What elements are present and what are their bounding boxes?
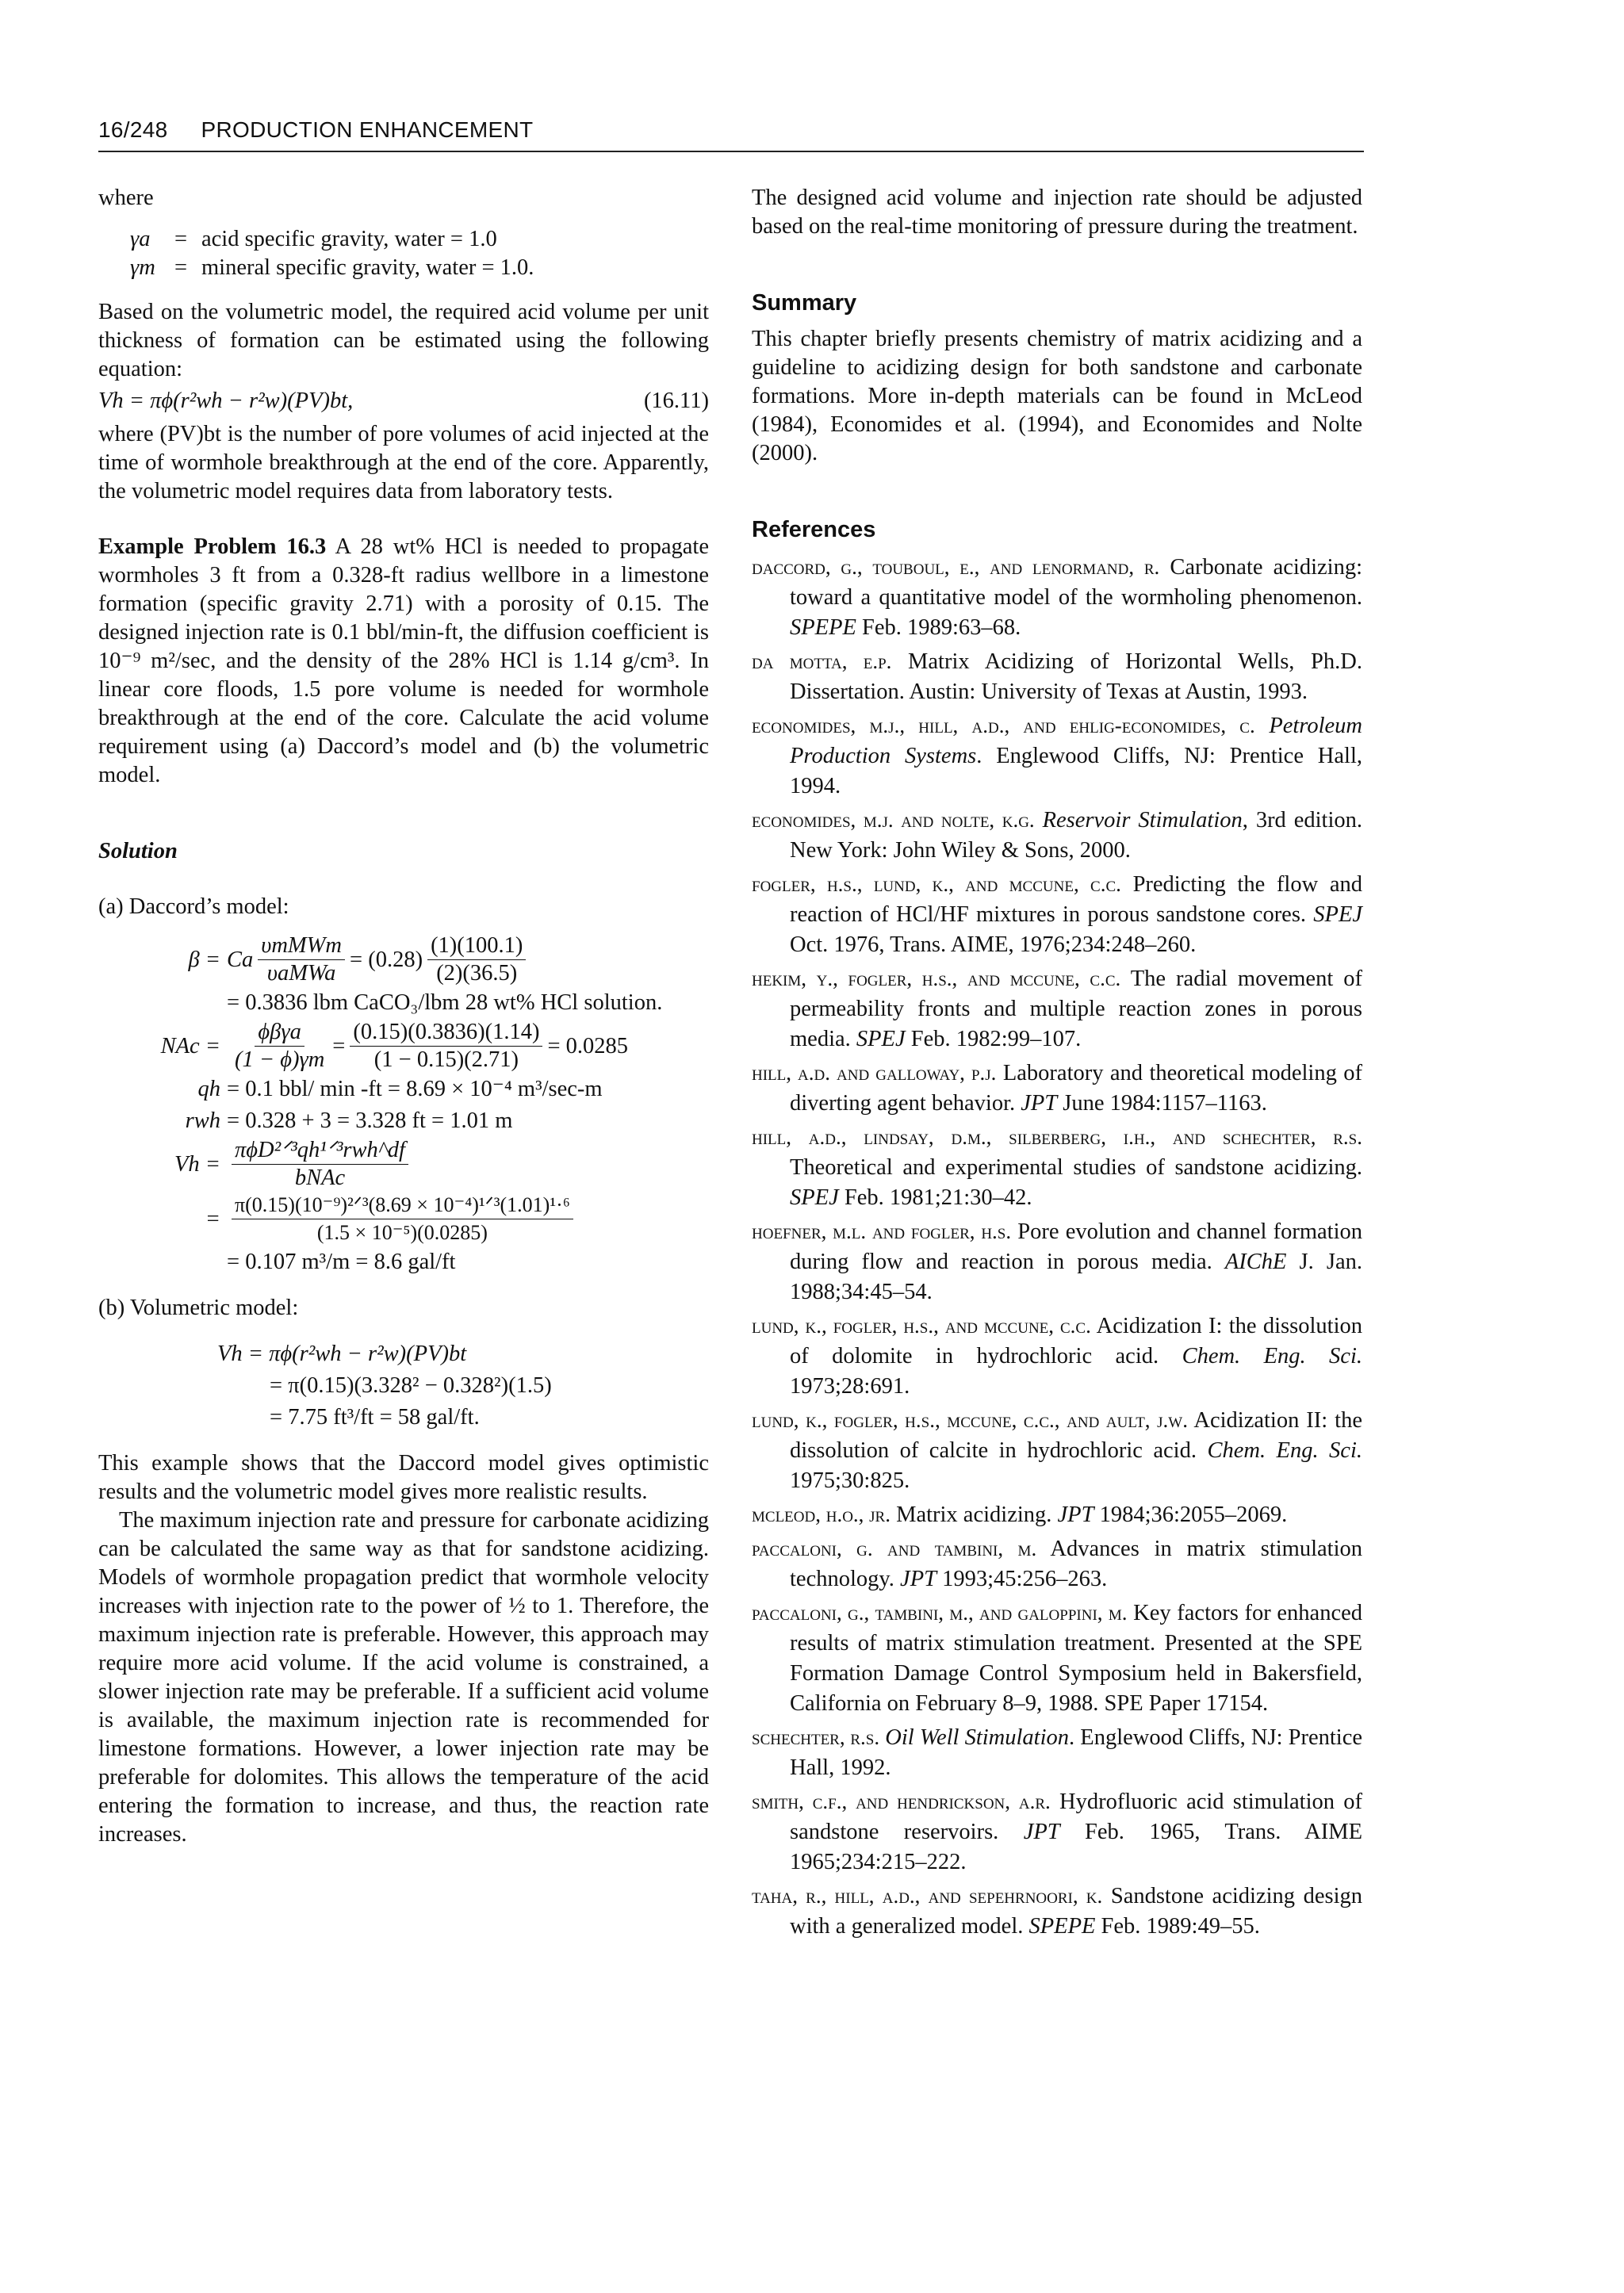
volumetric-calculation xyxy=(217,1338,709,1434)
reference-item: paccaloni, g., tambini, m., and galoppini, m. Key factors for enhanced results of matrix stimulation treatment. Presented at the SPE Formation Damage Control Symposium held in Bakersfield, California on February 8–9, 1988. SPE Paper 17154. xyxy=(752,1601,1363,1716)
part-a-label: (a) Daccord’s model: xyxy=(98,894,289,919)
page-number: 16/248 xyxy=(98,117,168,142)
summary-text: This chapter briefly presents chemistry of matrix acidizing and a guideline to acidizing design for both sandstone and carbonate formations. More in-depth materials can be found in McLeod (1984), Economides et al. (1994), and Economides and Nolte (2000). xyxy=(752,327,1362,465)
summary-heading: Summary xyxy=(752,290,857,316)
variable-row: γa = acid specific gravity, water = 1.0 xyxy=(130,225,709,254)
part-b-label: (b) Volumetric model: xyxy=(98,1296,299,1320)
beta-row: β = Ca $\frac{\text{υmMWm}}{\text{υaMWa}}$ = (0.28) $\frac{(1)(100.1)}{(2)(36.5)}$ xyxy=(144,932,709,987)
paragraph-where-pv: where (PV)bt is the number of pore volumes of acid injected at the time of wormhole breakthrough at the end of the core. Apparently, the volumetric model requires data from laboratory tests. xyxy=(98,422,709,503)
reference-item: smith, c.f., and hendrickson, a.r. Hydrofluoric acid stimulation of sandstone reservoirs. JPT Feb. 1965, Trans. AIME 1965;234:215–222. xyxy=(752,1790,1363,1874)
reference-item: daccord, g., touboul, e., and lenormand, r. Carbonate acidizing: toward a quantitative model of the wormholing phenomenon. SPEPE Feb. 1989:63–68. xyxy=(752,555,1362,640)
reference-item: economides, m.j. and nolte, k.g. Reservoir Stimulation, 3rd edition. New York: John Wiley & Sons, 2000. xyxy=(752,808,1363,863)
reference-item: paccaloni, g. and tambini, m. Advances in matrix stimulation technology. JPT 1993;45:256–263. xyxy=(752,1537,1362,1591)
variable-description: mineral specific gravity, water = 1.0. xyxy=(201,255,534,280)
references-heading: References xyxy=(752,517,876,542)
nac-row: NAc = $\frac{\text{ϕβγa}}{(1 - \phi)\gamma m}$ = $\frac{(0.15)(0.3836)(1.14)}{(1 - 0.15)(2.71)}$ = 0.0285 xyxy=(160,1020,629,1072)
example-text: A 28 wt% HCl is needed to propagate wormholes 3 ft from a 0.328-ft radius wellbore in a limestone formation (specific gravity 2.71) with a porosity of 0.15. The designed injection rate is 0.1 bbl/min-ft, the diffusion coefficient is 10⁻⁹ m²/sec, and the density of the 28% HCl is 1.14 g/cm³. In linear core floods, 1.5 pore volume is needed for wormhole breakthrough at the end of the core. Calculate the acid volume requirement using (a) Daccord’s model and (b) the volumetric model. xyxy=(98,534,710,787)
beta-result-row: = 0.3836 lbm CaCO₃/lbm 28 wt% HCl solution. xyxy=(227,990,663,1015)
example-label: Example Problem 16.3 xyxy=(98,534,327,559)
reference-list xyxy=(752,552,1362,1942)
paragraph-adjust: The designed acid volume and injection rate should be adjusted based on the real-time monitoring of pressure during the treatment. xyxy=(752,186,1362,239)
volumetric-line-3: = 7.75 ft³/ft = 58 gal/ft. xyxy=(270,1405,480,1430)
paragraph-optimistic: This example shows that the Daccord model gives optimistic results and the volumetric model gives more realistic results. xyxy=(98,1451,709,1504)
equation-number: (16.11) xyxy=(643,389,709,413)
reference-item: hill, a.d. and galloway, p.j. Laboratory and theoretical modeling of diverting agent behavior. JPT June 1984:1157–1163. xyxy=(752,1061,1362,1116)
reference-item: hill, a.d., lindsay, d.m., silberberg, i.h., and schechter, r.s. Theoretical and experimental studies of sandstone acidizing. SPEJ Feb. 1981;21:30–42. xyxy=(752,1125,1362,1210)
variable-symbol: γm xyxy=(130,255,155,280)
paragraph-max-rate: The maximum injection rate and pressure for carbonate acidizing can be calculated the same way as that for sandstone acidizing. Models of wormhole propagation predict that wormhole velocity increases with injection rate to the power of ½ to 1. Therefore, the maximum injection rate is preferable. However, this approach may require more acid volume. If the acid volume is constrained, a slower injection rate may be preferable. If a sufficient acid volume is available, the maximum injection rate is recommended for limestone formations. However, a lower injection rate may be preferable for dolomites. This allows the temperature of the acid entering the formation to increase, and thus, the reaction rate increases. xyxy=(98,1508,709,1847)
reference-item: lund, k., fogler, h.s., mccune, c.c., and ault, j.w. Acidization II: the dissolution of calcite in hydrochloric acid. Chem. Eng. Sci. 1975;30:825. xyxy=(752,1408,1363,1493)
reference-item: economides, m.j., hill, a.d., and ehlig-economides, c. Petroleum Production Systems. Englewood Cliffs, NJ: Prentice Hall, 1994. xyxy=(752,714,1362,798)
volumetric-line-1: Vh = πϕ(r²wh − r²w)(PV)bt xyxy=(217,1342,467,1366)
equation-body: Vh = πϕ(r²wh − r²w)(PV)bt, xyxy=(98,389,354,413)
volumetric-line-2: = π(0.15)(3.328² − 0.328²)(1.5) xyxy=(270,1373,552,1398)
variable-description: acid specific gravity, water = 1.0 xyxy=(201,227,497,251)
reference-item: hekim, y., fogler, h.s., and mccune, c.c. The radial movement of permeability fronts and multiple reaction zones in porous media. SPEJ Feb. 1982:99–107. xyxy=(752,967,1362,1051)
paragraph-volumetric: Based on the volumetric model, the required acid volume per unit thickness of formation can be estimated using the following equation: xyxy=(98,300,709,381)
chapter-title: PRODUCTION ENHANCEMENT xyxy=(201,117,534,142)
solution-heading: Solution xyxy=(98,839,178,863)
variable-symbol: γa xyxy=(130,227,151,251)
reference-item: taha, r., hill, a.d., and sepehrnoori, k. Sandstone acidizing design with a generalized model. SPEPE Feb. 1989:49–55. xyxy=(752,1884,1362,1939)
variable-row: γm = mineral specific gravity, water = 1.0. xyxy=(130,254,709,282)
reference-item: schechter, r.s. Oil Well Stimulation. Englewood Cliffs, NJ: Prentice Hall, 1992. xyxy=(752,1725,1363,1780)
right-column xyxy=(752,184,1362,1945)
equation-16-11 xyxy=(98,387,709,415)
example-problem xyxy=(98,533,709,790)
reference-item: mcleod, h.o., jr. Matrix acidizing. JPT 1984;36:2055–2069. xyxy=(752,1503,1288,1527)
variable-list xyxy=(130,225,709,282)
reference-item: hoefner, m.l. and fogler, h.s. Pore evolution and channel formation during flow and reaction in porous media. AIChE J. Jan. 1988;34:45–54. xyxy=(752,1219,1362,1304)
left-column xyxy=(98,184,709,1849)
where-label: where xyxy=(98,186,154,210)
vh-result-row: = 0.107 m³/m = 8.6 gal/ft xyxy=(227,1250,456,1274)
rwh-row: rwh = 0.328 + 3 = 3.328 ft = 1.01 m xyxy=(185,1108,513,1133)
qh-row: qh = 0.1 bbl/ min -ft = 8.69 × 10⁻⁴ m³/sec-m xyxy=(197,1077,603,1101)
vh-substituted-row: = $\frac{\text{π(0.15)(10⁻⁹)²ᐟ³(8.69 × 10⁻⁴)¹ᐟ³(1.01)¹·⁶}}{\text{(1.5 × 10⁻⁵)(0.0285)}}$ xyxy=(144,1192,709,1246)
reference-item: lund, k., fogler, h.s., and mccune, c.c. Acidization I: the dissolution of dolomite in hydrochloric acid. Chem. Eng. Sci. 1973;28:691. xyxy=(752,1314,1362,1399)
daccord-calculation xyxy=(144,932,709,1278)
reference-item: fogler, h.s., lund, k., and mccune, c.c. Predicting the flow and reaction of HCl/HF mixtures in porous sandstone cores. SPEJ Oct. 1976, Trans. AIME, 1976;234:248–260. xyxy=(752,872,1362,957)
reference-item: da motta, e.p. Matrix Acidizing of Horizontal Wells, Ph.D. Dissertation. Austin: University of Texas at Austin, 1993. xyxy=(752,649,1362,704)
vh-row: Vh = $\frac{\text{πϕD²ᐟ³qh¹ᐟ³rwh\textasciicircum{}df}}{\text{bNAc}}$ xyxy=(144,1137,709,1192)
running-head xyxy=(98,117,1364,152)
